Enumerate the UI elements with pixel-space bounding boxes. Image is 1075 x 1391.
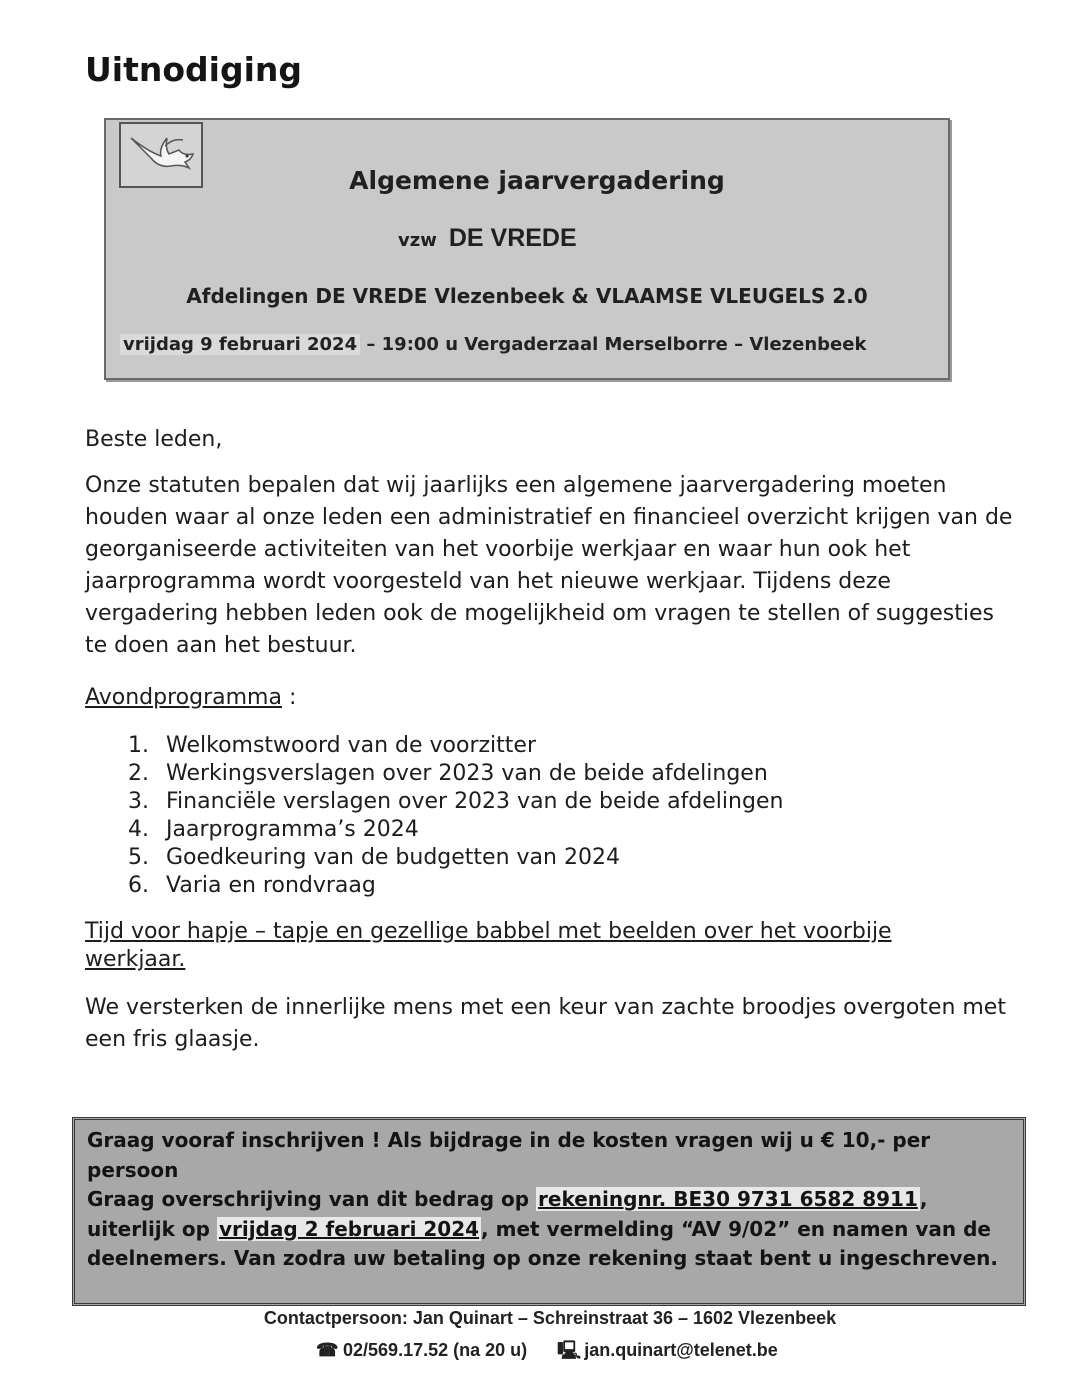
list-item: 4. Jaarprogramma’s 2024 xyxy=(128,817,419,842)
registration-notice xyxy=(72,1117,1026,1306)
program-heading xyxy=(85,682,296,714)
program-heading-label: Avondprogramma xyxy=(85,685,282,710)
reception-note: Tijd voor hapje – tapje en gezellige babbel met beelden over het voorbije werkjaar. xyxy=(85,919,892,972)
program-list xyxy=(128,732,783,900)
greeting: Beste leden, xyxy=(85,427,223,452)
banner-organisation xyxy=(398,224,577,253)
phone-number: 02/569.17.52 (na 20 u) xyxy=(343,1340,528,1360)
food-paragraph: We versterken de innerlijke mens met een keur van zachte broodjes overgoten met een fris glaasje. xyxy=(85,995,1006,1052)
list-item: 3. Financiële verslagen over 2023 van de beide afdelingen xyxy=(128,789,784,814)
list-item: 6. Varia en rondvraag xyxy=(128,873,376,898)
contact-details xyxy=(316,1338,778,1368)
notice-fee: Graag vooraf inschrijven ! Als bijdrage in de kosten vragen wij u € 10,- per persoon xyxy=(87,1128,931,1182)
computer-icon: 🖳 xyxy=(557,1340,582,1360)
banner-title: Algemene jaarvergadering xyxy=(349,166,725,195)
meeting-date: vrijdag 9 februari 2024 xyxy=(120,334,360,355)
phone-icon: ☎ xyxy=(316,1340,339,1360)
list-item: 1. Welkomstwoord van de voorzitter xyxy=(128,733,536,758)
banner-date-place xyxy=(120,334,866,355)
contact-person: Contactpersoon: Jan Quinart – Schreinstraat 36 – 1602 Vlezenbeek xyxy=(263,1308,837,1328)
program-heading-colon: : xyxy=(281,685,297,710)
page-title: Uitnodiging xyxy=(85,50,303,89)
list-item: 2. Werkingsverslagen over 2023 van de beide afdelingen xyxy=(128,761,768,786)
org-prefix: vzw xyxy=(398,230,437,251)
payment-deadline: vrijdag 2 februari 2024 xyxy=(218,1216,480,1241)
email-address[interactable]: jan.quinart@telenet.be xyxy=(584,1340,778,1360)
account-number: rekeningnr. BE30 9731 6582 8911 xyxy=(538,1187,918,1211)
meeting-banner xyxy=(104,118,950,380)
list-item: 5. Goedkeuring van de budgetten van 2024 xyxy=(128,845,620,870)
notice-transfer: Graag overschrijving van dit bedrag op rekeningnr. BE30 9731 6582 8911 , uiterlijk op vrijdag 2 februari 2024 , met vermelding “AV 9/02” en namen van de deelnemers. Van zodra uw betaling op onze rekening staat bent u ingeschreven. xyxy=(87,1187,998,1270)
intro-paragraph: Onze statuten bepalen dat wij jaarlijks een algemene jaarvergadering moeten houden waar al onze leden een administratief en financieel overzicht krijgen van de georganiseerde activiteiten van het voorbije werkjaar en waar hun ook het jaarprogramma wordt voorgesteld van het nieuwe werkjaar. Tijdens deze vergadering hebben leden ook de mogelijkheid om vragen te stellen of suggesties te doen aan het bestuur. xyxy=(85,473,1013,658)
banner-departments: Afdelingen DE VREDE Vlezenbeek & VLAAMSE VLEUGELS 2.0 xyxy=(186,284,868,308)
org-name: DE VREDE xyxy=(448,224,577,252)
meeting-time-place: – 19:00 u Vergaderzaal Merselborre – Vlezenbeek xyxy=(360,334,867,355)
